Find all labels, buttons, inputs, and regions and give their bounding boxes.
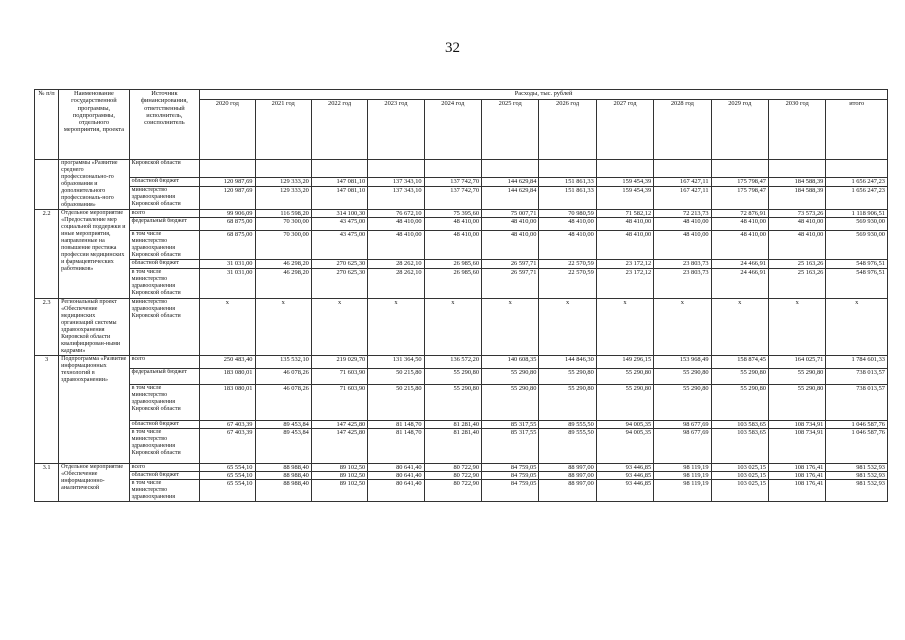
total-value: 981 532,93 [826,480,888,502]
header-year: 2026 год [539,100,596,160]
year-value: 25 163,26 [768,268,825,298]
year-value: 98 119,19 [654,463,711,471]
year-value: 48 410,00 [768,218,825,231]
year-value: 81 281,40 [424,420,481,428]
year-value: 55 290,80 [482,384,539,420]
year-value: 144 846,30 [539,355,596,368]
header-year: итого [826,100,888,160]
year-value: 85 317,55 [482,420,539,428]
year-value: 50 215,80 [368,384,424,420]
year-value: 103 025,15 [711,480,768,502]
year-value: 131 364,50 [368,355,424,368]
funding-source: в том числе министерство здравоохранения Кировской области [129,231,199,260]
year-value: 28 262,10 [368,260,424,268]
year-value: 270 625,30 [311,268,367,298]
table-row [35,186,888,209]
header-year: 2025 год [482,100,539,160]
year-value: 43 475,00 [311,218,367,231]
year-value: 46 298,20 [255,268,311,298]
year-value: 159 454,39 [596,177,653,186]
year-value: 65 554,10 [200,472,255,480]
funding-source: федеральный бюджет [129,218,199,231]
funding-source: областной бюджет [129,420,199,428]
year-value: 98 677,69 [654,420,711,428]
year-value: 103 583,65 [711,428,768,463]
year-value: 137 343,10 [368,177,424,186]
year-value: 76 672,10 [368,210,424,218]
year-value: 175 798,47 [711,186,768,209]
funding-source: министерство здравоохранения Кировской области [129,298,199,355]
year-value: 26 597,71 [482,268,539,298]
year-value: 48 410,00 [368,218,424,231]
year-value: 108 734,91 [768,428,825,463]
year-value: 108 176,41 [768,463,825,471]
year-value: 46 078,26 [255,384,311,420]
year-value: 48 410,00 [654,218,711,231]
funding-source: Кировской области [129,160,199,178]
year-value: 48 410,00 [654,231,711,260]
year-value: х [424,298,481,355]
year-value: х [768,298,825,355]
table-row [35,231,888,260]
year-value: х [654,298,711,355]
year-value: 219 029,70 [311,355,367,368]
year-value: 158 874,45 [711,355,768,368]
year-value [255,160,311,178]
row-number [35,160,59,210]
year-value: 120 987,69 [200,186,255,209]
year-value: 80 722,90 [424,480,481,502]
table-row [35,355,888,368]
year-value: 48 410,00 [482,218,539,231]
year-value: 94 005,35 [596,428,653,463]
year-value: 89 102,50 [311,480,367,502]
year-value: 167 427,11 [654,177,711,186]
year-value: 89 453,84 [255,428,311,463]
total-value: 1 046 587,76 [826,428,888,463]
year-value: 89 102,50 [311,472,367,480]
program-name: Подпрограмма «Развитие информационных технологий в здравоохранении» [59,355,129,463]
year-value: 24 466,91 [711,260,768,268]
year-value: 48 410,00 [596,218,653,231]
year-value: 48 410,00 [539,231,596,260]
header-year: 2020 год [200,100,255,160]
year-value: 55 290,80 [424,368,481,384]
year-value: 22 570,59 [539,268,596,298]
year-value: 72 213,73 [654,210,711,218]
table-row [35,160,888,178]
year-value: х [255,298,311,355]
funding-source: в том числе министерство здравоохранения Кировской области [129,428,199,463]
year-value: 68 875,00 [200,231,255,260]
year-value: 147 425,80 [311,420,367,428]
funding-source: всего [129,210,199,218]
total-value: 1 118 906,51 [826,210,888,218]
year-value: 26 597,71 [482,260,539,268]
year-value: х [482,298,539,355]
year-value: 65 554,10 [200,463,255,471]
year-value [368,160,424,178]
year-value: х [311,298,367,355]
total-value: 981 532,93 [826,472,888,480]
table-row [35,298,888,355]
year-value: 89 102,50 [311,463,367,471]
year-value: 22 570,59 [539,260,596,268]
year-value: 80 641,40 [368,472,424,480]
year-value: 314 100,30 [311,210,367,218]
year-value: 48 410,00 [368,231,424,260]
year-value: 31 031,00 [200,260,255,268]
year-value: 23 172,12 [596,260,653,268]
year-value: 81 148,70 [368,420,424,428]
year-value: 55 290,80 [768,368,825,384]
total-value: 548 976,51 [826,268,888,298]
year-value: 55 290,80 [711,368,768,384]
header-year: 2021 год [255,100,311,160]
table-row [35,218,888,231]
year-value [711,160,768,178]
year-value: 103 025,15 [711,463,768,471]
year-value: 137 742,70 [424,177,481,186]
year-value: 70 300,00 [255,231,311,260]
year-value [539,160,596,178]
year-value: 88 988,40 [255,463,311,471]
year-value [596,160,653,178]
year-value: 55 290,80 [539,368,596,384]
table-row [35,420,888,428]
header-year: 2023 год [368,100,424,160]
year-value: 103 025,15 [711,472,768,480]
row-number: 3 [35,355,59,463]
year-value: 26 985,60 [424,268,481,298]
year-value: 137 742,70 [424,186,481,209]
program-name: Отдельное мероприятие «Обеспечение информационно-аналитической [59,463,129,502]
year-value: х [200,298,255,355]
year-value: 23 803,73 [654,260,711,268]
header-year: 2022 год [311,100,367,160]
year-value: 70 300,00 [255,218,311,231]
total-value: 1 046 587,76 [826,420,888,428]
header-year: 2024 год [424,100,481,160]
table-row [35,463,888,471]
year-value: 84 759,05 [482,472,539,480]
year-value: 31 031,00 [200,268,255,298]
total-value: х [826,298,888,355]
year-value: 24 466,91 [711,268,768,298]
year-value: 147 081,10 [311,177,367,186]
year-value: 46 298,20 [255,260,311,268]
total-value: 738 013,57 [826,368,888,384]
year-value: 23 172,12 [596,268,653,298]
year-value: 81 281,40 [424,428,481,463]
year-value: 120 987,69 [200,177,255,186]
total-value: 1 656 247,23 [826,186,888,209]
year-value: 71 582,12 [596,210,653,218]
header-source: Источник финансирования, ответственный исполнитель, соисполнитель [129,90,199,160]
year-value: х [596,298,653,355]
funding-source: областной бюджет [129,260,199,268]
year-value: 84 759,05 [482,480,539,502]
year-value: 88 997,00 [539,472,596,480]
year-value: 55 290,80 [654,368,711,384]
year-value [654,160,711,178]
year-value: 48 410,00 [539,218,596,231]
funding-source: министерство здравоохранения Кировской области [129,186,199,209]
year-value: 144 629,84 [482,177,539,186]
year-value: 175 798,47 [711,177,768,186]
year-value [482,160,539,178]
table-body [35,160,888,502]
year-value: х [539,298,596,355]
year-value: 55 290,80 [596,368,653,384]
total-value: 1 784 601,33 [826,355,888,368]
total-value: 1 656 247,23 [826,177,888,186]
year-value: 153 968,49 [654,355,711,368]
year-value: 23 803,73 [654,268,711,298]
year-value [311,160,367,178]
year-value: 48 410,00 [424,231,481,260]
year-value: 94 005,35 [596,420,653,428]
year-value: 184 588,39 [768,177,825,186]
table-row [35,428,888,463]
funding-source: в том числе министерство здравоохранения Кировской области [129,268,199,298]
year-value: 55 290,80 [539,384,596,420]
row-number: 2.2 [35,210,59,299]
total-value: 569 930,00 [826,218,888,231]
year-value: х [368,298,424,355]
year-value: 48 410,00 [596,231,653,260]
year-value: 67 403,39 [200,428,255,463]
year-value: 55 290,80 [768,384,825,420]
year-value: 98 119,19 [654,480,711,502]
year-value: 98 677,69 [654,428,711,463]
year-value: 108 176,41 [768,480,825,502]
year-value: 68 875,00 [200,218,255,231]
year-value: 250 483,40 [200,355,255,368]
year-value [424,160,481,178]
program-name: программы «Развитие среднего профессионально-го образования и дополнительного профессиональ-ного образования» [59,160,129,210]
year-value: 89 453,84 [255,420,311,428]
year-value: 43 475,00 [311,231,367,260]
table-row [35,260,888,268]
year-value: 103 583,65 [711,420,768,428]
year-value: 159 454,39 [596,186,653,209]
funding-source: всего [129,463,199,471]
year-value: 80 722,90 [424,472,481,480]
header-year: 2029 год [711,100,768,160]
header-num: № п/п [35,90,59,160]
funding-source: в том числе министерство здравоохранения [129,480,199,502]
year-value: 144 629,84 [482,186,539,209]
year-value: 89 555,50 [539,428,596,463]
total-value [826,160,888,178]
total-value: 569 930,00 [826,231,888,260]
year-value: 167 427,11 [654,186,711,209]
funding-source: федеральный бюджет [129,368,199,384]
year-value: 149 296,15 [596,355,653,368]
year-value: 73 573,26 [768,210,825,218]
year-value: 48 410,00 [711,218,768,231]
year-value: 48 410,00 [424,218,481,231]
year-value: 270 625,30 [311,260,367,268]
header-expenses: Расходы, тыс. рублей [200,90,888,100]
table-row [35,480,888,502]
year-value: 46 078,26 [255,368,311,384]
year-value: 88 997,00 [539,463,596,471]
total-value: 548 976,51 [826,260,888,268]
year-value: 85 317,55 [482,428,539,463]
funding-source: в том числе министерство здравоохранения Кировской области [129,384,199,420]
table-row [35,268,888,298]
year-value: 28 262,10 [368,268,424,298]
year-value: 55 290,80 [424,384,481,420]
row-number: 3.1 [35,463,59,502]
year-value: 55 290,80 [482,368,539,384]
year-value: 26 985,60 [424,260,481,268]
header-year: 2028 год [654,100,711,160]
table-row [35,368,888,384]
year-value: 88 997,00 [539,480,596,502]
budget-table [34,89,888,502]
year-value: 55 290,80 [596,384,653,420]
year-value: х [711,298,768,355]
total-value: 738 013,57 [826,384,888,420]
page-number: 32 [445,40,460,56]
year-value: 80 641,40 [368,463,424,471]
year-value: 108 176,41 [768,472,825,480]
year-value: 184 588,39 [768,186,825,209]
year-value: 55 290,80 [711,384,768,420]
year-value: 71 603,90 [311,384,367,420]
year-value: 84 759,05 [482,463,539,471]
table-row [35,177,888,186]
year-value: 147 081,10 [311,186,367,209]
year-value: 183 080,01 [200,384,255,420]
funding-source: всего [129,355,199,368]
table-row [35,472,888,480]
year-value: 88 988,40 [255,480,311,502]
year-value: 81 148,70 [368,428,424,463]
year-value: 98 119,19 [654,472,711,480]
funding-source: областной бюджет [129,472,199,480]
year-value: 72 876,91 [711,210,768,218]
year-value: 75 007,71 [482,210,539,218]
year-value: 55 290,80 [654,384,711,420]
year-value: 48 410,00 [711,231,768,260]
year-value: 93 446,85 [596,480,653,502]
year-value: 93 446,85 [596,472,653,480]
year-value: 70 980,59 [539,210,596,218]
year-value: 108 734,91 [768,420,825,428]
year-value: 67 403,39 [200,420,255,428]
year-value: 80 722,90 [424,463,481,471]
year-value: 137 343,10 [368,186,424,209]
year-value: 50 215,80 [368,368,424,384]
table-row [35,384,888,420]
year-value: 48 410,00 [482,231,539,260]
year-value: 151 861,33 [539,186,596,209]
year-value: 116 598,20 [255,210,311,218]
year-value: 129 333,20 [255,177,311,186]
total-value: 981 532,93 [826,463,888,471]
year-value: 80 641,40 [368,480,424,502]
year-value: 25 163,26 [768,260,825,268]
year-value: 135 532,10 [255,355,311,368]
year-value: 89 555,50 [539,420,596,428]
year-value: 147 425,80 [311,428,367,463]
program-name: Отдельное мероприятие «Предоставление мер социальной поддержки и иные мероприятия, направленные на повышение престижа профессии медицинских и фармацевтических работников» [59,210,129,299]
year-value: 151 861,33 [539,177,596,186]
funding-source: областной бюджет [129,177,199,186]
header-name: Наименование государственной программы, подпрограммы, отдельного мероприятия, проекта [59,90,129,160]
year-value: 75 395,60 [424,210,481,218]
year-value: 65 554,10 [200,480,255,502]
year-value: 48 410,00 [768,231,825,260]
year-value: 99 906,09 [200,210,255,218]
year-value: 93 446,85 [596,463,653,471]
year-value: 183 080,01 [200,368,255,384]
year-value: 129 333,20 [255,186,311,209]
year-value: 71 603,90 [311,368,367,384]
year-value: 164 025,71 [768,355,825,368]
year-value: 136 572,20 [424,355,481,368]
year-value [768,160,825,178]
row-number: 2.3 [35,298,59,355]
program-name: Региональный проект «Обеспечение медицинских организаций системы здравоохранения Кировской области квалифицирован-ными кадрами» [59,298,129,355]
year-value: 140 608,35 [482,355,539,368]
table-row [35,210,888,218]
year-value: 88 988,40 [255,472,311,480]
header-year: 2030 год [768,100,825,160]
year-value [200,160,255,178]
header-year: 2027 год [596,100,653,160]
